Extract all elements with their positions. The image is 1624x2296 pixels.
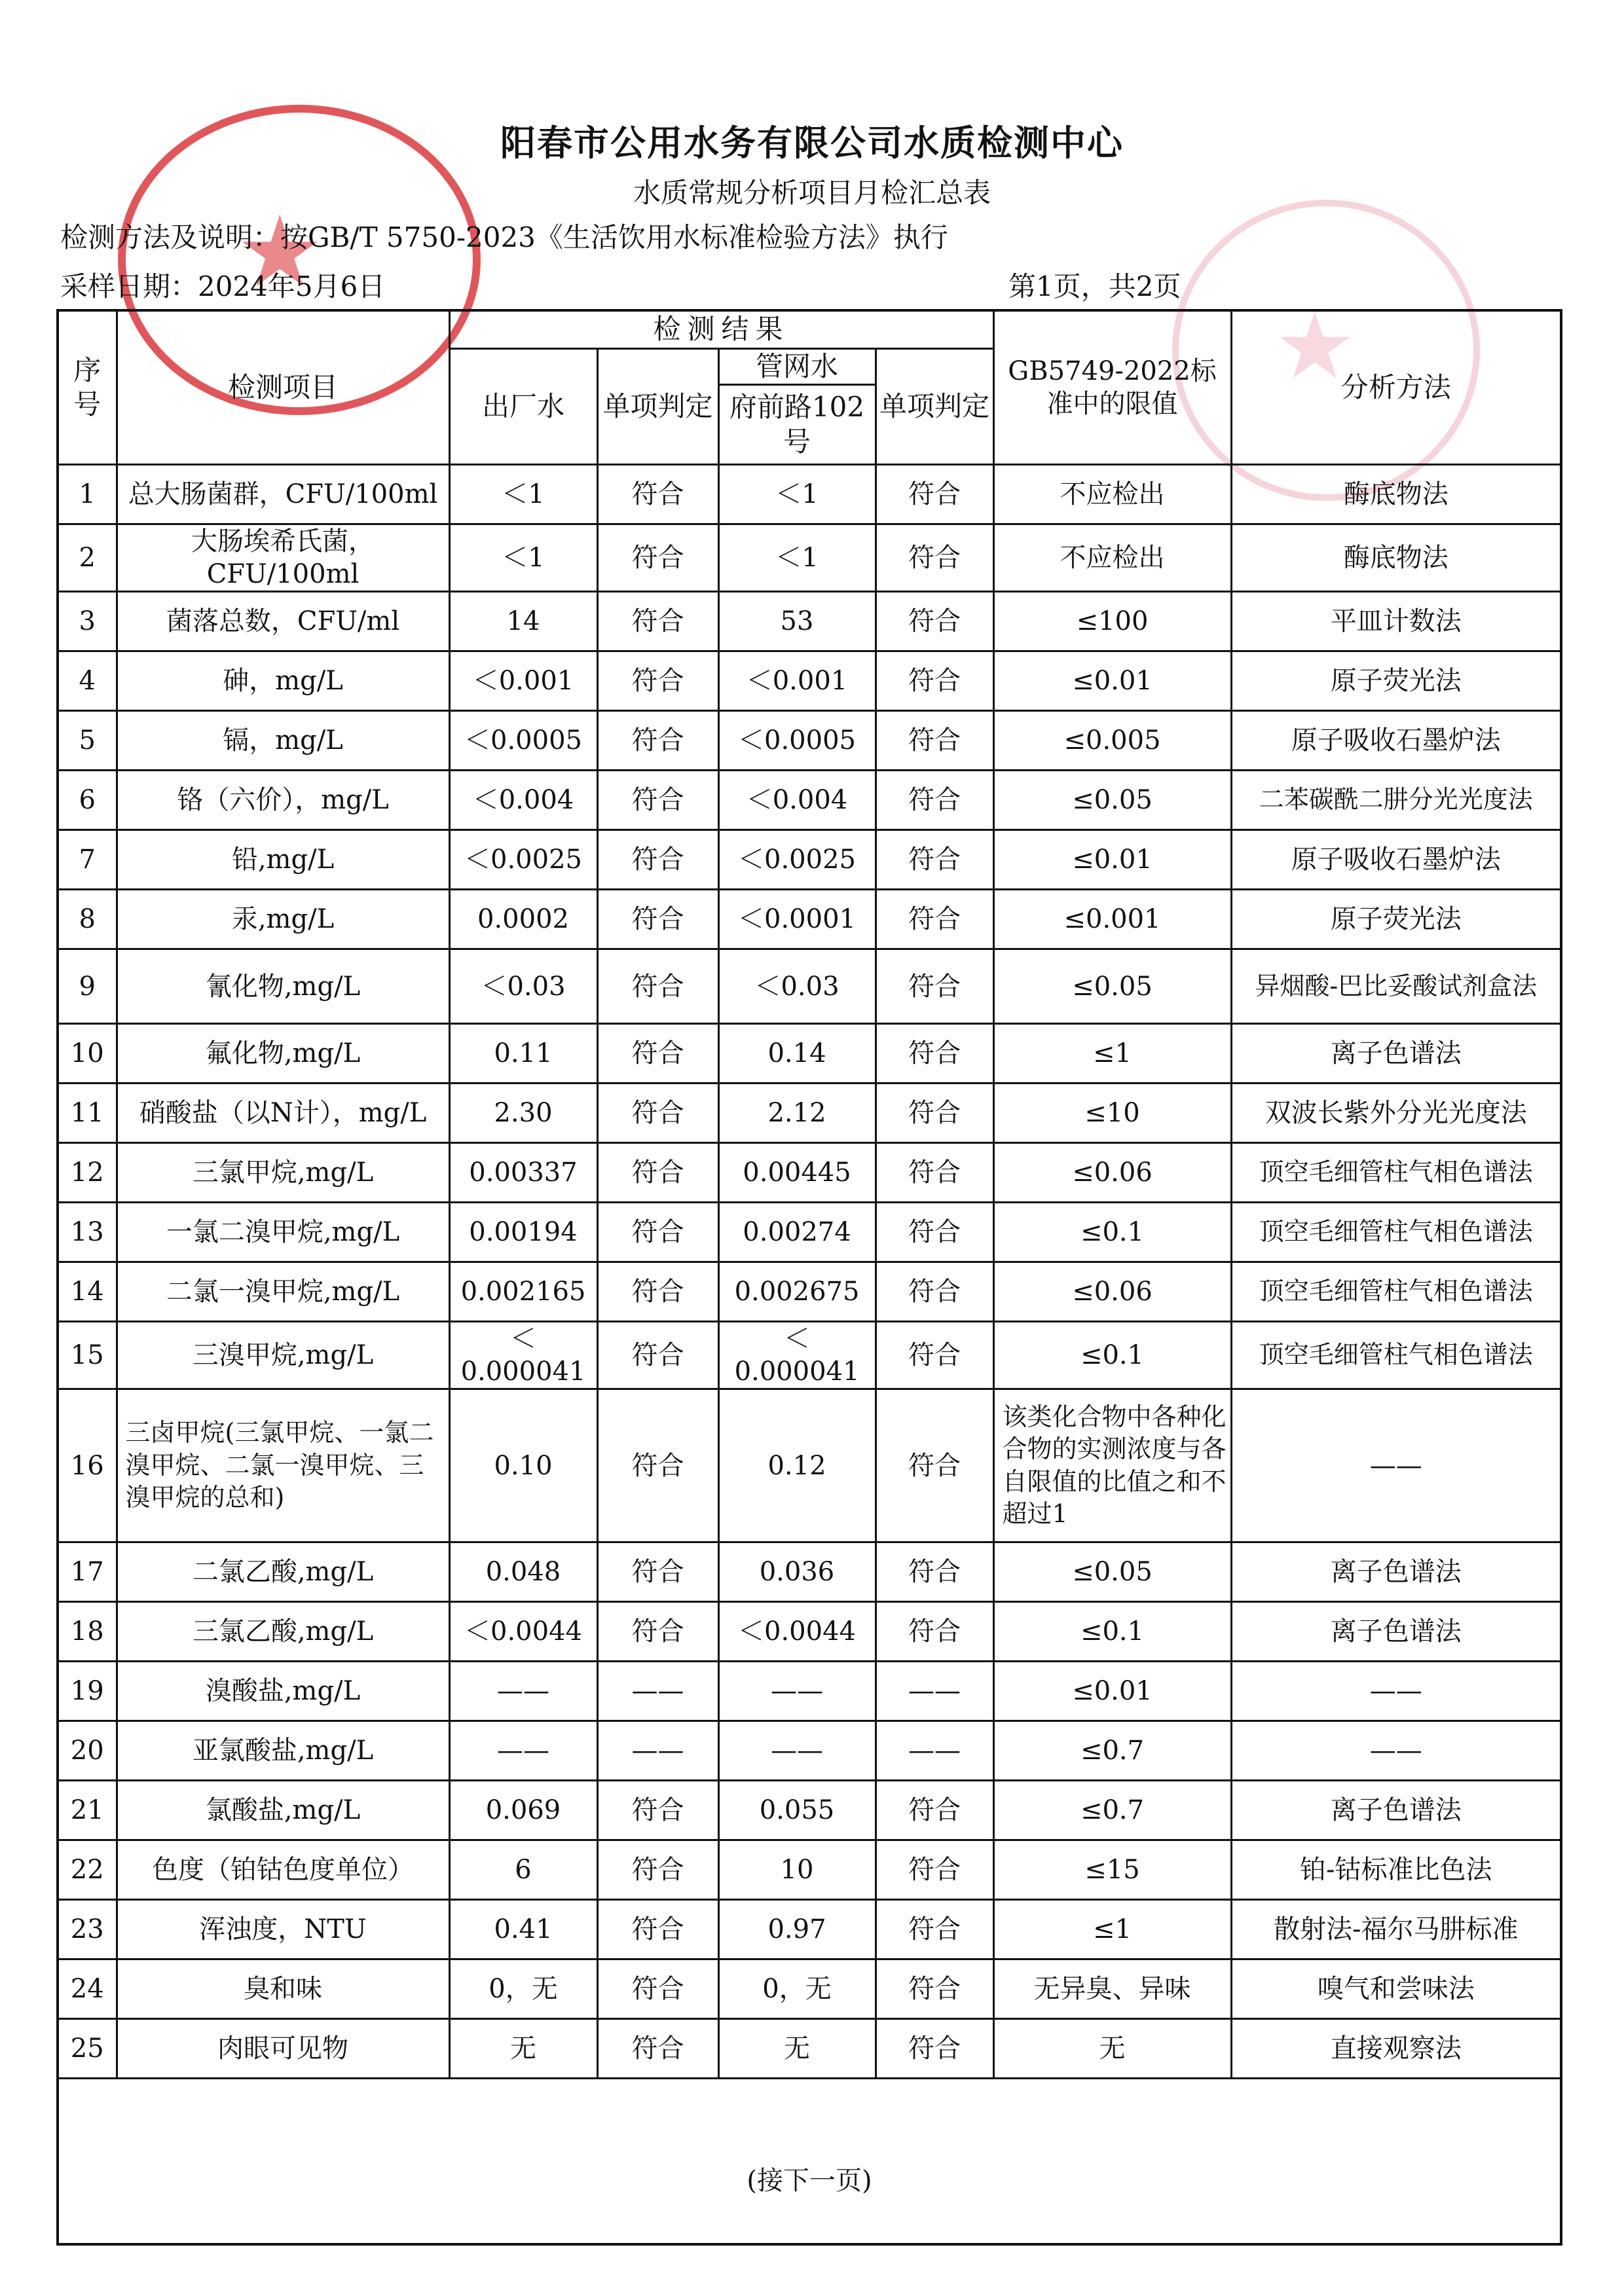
cell-index: 6 xyxy=(58,771,117,830)
cell-method: 原子荧光法 xyxy=(1231,890,1561,949)
cell-item: 汞,mg/L xyxy=(117,890,449,949)
cell-item: 铬（六价），mg/L xyxy=(117,771,449,830)
cell-pipe-judgement: 符合 xyxy=(876,1084,993,1143)
cell-index: 22 xyxy=(58,1840,117,1900)
cell-index: 19 xyxy=(58,1662,117,1721)
cell-limit: ≤0.1 xyxy=(993,1203,1231,1262)
cell-pipe-value: ＜1 xyxy=(718,465,876,524)
cell-plant-value: 0.002165 xyxy=(449,1262,597,1322)
cell-limit: ≤0.01 xyxy=(993,830,1231,890)
cell-index: 20 xyxy=(58,1721,117,1781)
cell-pipe-value: 无 xyxy=(718,2019,876,2079)
table-row xyxy=(58,524,1561,592)
cell-item: 臭和味 xyxy=(117,1959,449,2019)
cell-pipe-judgement: 符合 xyxy=(876,1840,993,1900)
header-judgement-2: 单项判定 xyxy=(876,348,993,465)
seal-star-icon: ★ xyxy=(236,195,324,309)
cell-plant-value: 0.11 xyxy=(449,1024,597,1084)
cell-pipe-value: 0.14 xyxy=(718,1024,876,1084)
continue-note: (接下一页) xyxy=(58,2079,1561,2245)
cell-pipe-judgement: 符合 xyxy=(876,1389,993,1542)
cell-pipe-value: 0.00445 xyxy=(718,1143,876,1203)
cell-pipe-judgement: 符合 xyxy=(876,949,993,1024)
cell-plant-judgement: 符合 xyxy=(597,465,718,524)
cell-pipe-judgement: 符合 xyxy=(876,524,993,592)
cell-method: 嗅气和尝味法 xyxy=(1231,1959,1561,2019)
cell-plant-value: ＜0.001 xyxy=(449,651,597,711)
cell-limit: ≤0.06 xyxy=(993,1262,1231,1322)
cell-index: 1 xyxy=(58,465,117,524)
cell-plant-value: ＜0.0044 xyxy=(449,1602,597,1662)
table-row xyxy=(58,1662,1561,1721)
cell-limit: ≤1 xyxy=(993,1024,1231,1084)
cell-index: 14 xyxy=(58,1262,117,1322)
cell-item: 氟化物,mg/L xyxy=(117,1024,449,1084)
cell-item: 肉眼可见物 xyxy=(117,2019,449,2079)
table-row xyxy=(58,465,1561,524)
cell-plant-value: 0，无 xyxy=(449,1959,597,2019)
page-info: 第1页，共2页 xyxy=(1008,270,1181,302)
cell-index: 9 xyxy=(58,949,117,1024)
cell-index: 4 xyxy=(58,651,117,711)
cell-pipe-value: ＜0.004 xyxy=(718,771,876,830)
cell-pipe-judgement: 符合 xyxy=(876,2019,993,2079)
table-row xyxy=(58,1602,1561,1662)
table-row xyxy=(58,1542,1561,1602)
cell-pipe-value: —— xyxy=(718,1721,876,1781)
cell-method: 离子色谱法 xyxy=(1231,1024,1561,1084)
cell-plant-judgement: —— xyxy=(597,1721,718,1781)
cell-pipe-value: 0.00274 xyxy=(718,1203,876,1262)
header-judgement-1: 单项判定 xyxy=(597,348,718,465)
table-row xyxy=(58,771,1561,830)
cell-limit: ≤0.05 xyxy=(993,1542,1231,1602)
cell-pipe-judgement: 符合 xyxy=(876,1203,993,1262)
faded-seal-star-icon: ★ xyxy=(1274,293,1356,400)
cell-index: 7 xyxy=(58,830,117,890)
cell-method: 平皿计数法 xyxy=(1231,592,1561,651)
cell-pipe-judgement: —— xyxy=(876,1721,993,1781)
cell-item: 色度（铂钴色度单位） xyxy=(117,1840,449,1900)
table-row xyxy=(58,1900,1561,1959)
header-limit: GB5749-2022标准中的限值 xyxy=(993,310,1231,465)
cell-pipe-value: 0，无 xyxy=(718,1959,876,2019)
header-method: 分析方法 xyxy=(1231,310,1561,465)
cell-method: 顶空毛细管柱气相色谱法 xyxy=(1231,1143,1561,1203)
table-row xyxy=(58,1203,1561,1262)
cell-item: 硝酸盐（以N计），mg/L xyxy=(117,1084,449,1143)
cell-limit: ≤0.001 xyxy=(993,890,1231,949)
cell-limit: ≤0.005 xyxy=(993,711,1231,771)
cell-index: 11 xyxy=(58,1084,117,1143)
cell-pipe-judgement: 符合 xyxy=(876,592,993,651)
header-plant-water: 出厂水 xyxy=(449,348,597,465)
cell-index: 5 xyxy=(58,711,117,771)
cell-index: 18 xyxy=(58,1602,117,1662)
cell-pipe-value: ＜0.0025 xyxy=(718,830,876,890)
cell-plant-judgement: 符合 xyxy=(597,830,718,890)
cell-pipe-judgement: 符合 xyxy=(876,1602,993,1662)
cell-plant-value: ＜1 xyxy=(449,524,597,592)
table-row xyxy=(58,1143,1561,1203)
table-row xyxy=(58,1084,1561,1143)
cell-plant-value: 0.41 xyxy=(449,1900,597,1959)
method-note: 检测方法及说明：按GB/T 5750-2023《生活饮用水标准检验方法》执行 xyxy=(60,221,948,253)
cell-item: 三卤甲烷(三氯甲烷、一氯二溴甲烷、二氯一溴甲烷、三溴甲烷的总和) xyxy=(117,1389,449,1542)
table-row xyxy=(58,2019,1561,2079)
cell-limit: ≤0.1 xyxy=(993,1322,1231,1389)
cell-plant-value: ＜0.0005 xyxy=(449,711,597,771)
cell-index: 16 xyxy=(58,1389,117,1542)
cell-method: 酶底物法 xyxy=(1231,465,1561,524)
cell-pipe-value: —— xyxy=(718,1662,876,1721)
cell-plant-value: 无 xyxy=(449,2019,597,2079)
table-row xyxy=(58,830,1561,890)
cell-limit: ≤0.1 xyxy=(993,1602,1231,1662)
cell-limit: ≤10 xyxy=(993,1084,1231,1143)
cell-plant-judgement: 符合 xyxy=(597,711,718,771)
cell-limit: 无异臭、异味 xyxy=(993,1959,1231,2019)
cell-item: 砷，mg/L xyxy=(117,651,449,711)
cell-method: 离子色谱法 xyxy=(1231,1781,1561,1840)
cell-method: —— xyxy=(1231,1721,1561,1781)
table-row xyxy=(58,1721,1561,1781)
cell-plant-judgement: 符合 xyxy=(597,1322,718,1389)
cell-pipe-judgement: —— xyxy=(876,1662,993,1721)
cell-pipe-judgement: 符合 xyxy=(876,711,993,771)
cell-plant-value: ＜0.03 xyxy=(449,949,597,1024)
header-pipe-site: 府前路102号 xyxy=(718,385,876,465)
cell-method: 原子吸收石墨炉法 xyxy=(1231,830,1561,890)
cell-plant-judgement: 符合 xyxy=(597,1602,718,1662)
cell-plant-value: ＜0.000041 xyxy=(449,1322,597,1389)
cell-plant-judgement: 符合 xyxy=(597,592,718,651)
sampling-date: 采样日期：2024年5月6日 xyxy=(60,270,386,302)
cell-plant-judgement: 符合 xyxy=(597,949,718,1024)
cell-pipe-value: ＜0.0001 xyxy=(718,890,876,949)
table-row xyxy=(58,1322,1561,1389)
cell-method: 散射法-福尔马肼标准 xyxy=(1231,1900,1561,1959)
cell-item: 总大肠菌群，CFU/100ml xyxy=(117,465,449,524)
table-row xyxy=(58,1262,1561,1322)
cell-pipe-value: ＜0.0005 xyxy=(718,711,876,771)
cell-plant-judgement: 符合 xyxy=(597,1781,718,1840)
cell-pipe-value: 53 xyxy=(718,592,876,651)
cell-plant-judgement: —— xyxy=(597,1662,718,1721)
cell-plant-value: ＜1 xyxy=(449,465,597,524)
cell-limit: ≤1 xyxy=(993,1900,1231,1959)
cell-method: 顶空毛细管柱气相色谱法 xyxy=(1231,1262,1561,1322)
cell-index: 25 xyxy=(58,2019,117,2079)
header-item: 检测项目 xyxy=(117,310,449,465)
cell-item: 三氯甲烷,mg/L xyxy=(117,1143,449,1203)
cell-limit: 不应检出 xyxy=(993,465,1231,524)
cell-item: 溴酸盐,mg/L xyxy=(117,1662,449,1721)
cell-limit: ≤100 xyxy=(993,592,1231,651)
cell-item: 菌落总数，CFU/ml xyxy=(117,592,449,651)
cell-plant-value: 14 xyxy=(449,592,597,651)
cell-item: 镉，mg/L xyxy=(117,711,449,771)
cell-item: 二氯一溴甲烷,mg/L xyxy=(117,1262,449,1322)
cell-limit: ≤0.7 xyxy=(993,1721,1231,1781)
cell-limit: ≤0.06 xyxy=(993,1143,1231,1203)
cell-index: 24 xyxy=(58,1959,117,2019)
cell-index: 23 xyxy=(58,1900,117,1959)
cell-item: 一氯二溴甲烷,mg/L xyxy=(117,1203,449,1262)
cell-index: 12 xyxy=(58,1143,117,1203)
cell-plant-value: 0.069 xyxy=(449,1781,597,1840)
cell-method: 顶空毛细管柱气相色谱法 xyxy=(1231,1322,1561,1389)
cell-plant-value: 0.0002 xyxy=(449,890,597,949)
cell-pipe-value: 10 xyxy=(718,1840,876,1900)
cell-item: 三氯乙酸,mg/L xyxy=(117,1602,449,1662)
cell-index: 17 xyxy=(58,1542,117,1602)
table-row xyxy=(58,711,1561,771)
cell-plant-value: ＜0.0025 xyxy=(449,830,597,890)
cell-item: 铅,mg/L xyxy=(117,830,449,890)
cell-plant-judgement: 符合 xyxy=(597,1900,718,1959)
table-row xyxy=(58,1781,1561,1840)
table-row xyxy=(58,890,1561,949)
cell-method: 离子色谱法 xyxy=(1231,1542,1561,1602)
cell-plant-judgement: 符合 xyxy=(597,771,718,830)
cell-plant-value: 0.048 xyxy=(449,1542,597,1602)
cell-item: 浑浊度，NTU xyxy=(117,1900,449,1959)
cell-limit: 无 xyxy=(993,2019,1231,2079)
cell-pipe-value: ＜0.000041 xyxy=(718,1322,876,1389)
cell-pipe-value: ＜0.0044 xyxy=(718,1602,876,1662)
cell-method: —— xyxy=(1231,1389,1561,1542)
cell-pipe-judgement: 符合 xyxy=(876,830,993,890)
cell-plant-value: 0.00194 xyxy=(449,1203,597,1262)
cell-index: 21 xyxy=(58,1781,117,1840)
cell-pipe-judgement: 符合 xyxy=(876,651,993,711)
cell-pipe-value: 0.002675 xyxy=(718,1262,876,1322)
cell-plant-judgement: 符合 xyxy=(597,1024,718,1084)
organization-title: 阳春市公用水务有限公司水质检测中心 xyxy=(500,122,1124,164)
report-table xyxy=(56,309,1562,2246)
cell-plant-judgement: 符合 xyxy=(597,651,718,711)
table-row xyxy=(58,592,1561,651)
cell-pipe-judgement: 符合 xyxy=(876,1900,993,1959)
header-index: 序号 xyxy=(58,310,117,465)
cell-plant-judgement: 符合 xyxy=(597,1840,718,1900)
cell-plant-judgement: 符合 xyxy=(597,524,718,592)
cell-index: 3 xyxy=(58,592,117,651)
cell-plant-value: 6 xyxy=(449,1840,597,1900)
cell-limit: ≤15 xyxy=(993,1840,1231,1900)
cell-limit: ≤0.05 xyxy=(993,949,1231,1024)
cell-pipe-judgement: 符合 xyxy=(876,771,993,830)
cell-pipe-value: 0.055 xyxy=(718,1781,876,1840)
cell-plant-value: 0.00337 xyxy=(449,1143,597,1203)
cell-pipe-value: ＜0.03 xyxy=(718,949,876,1024)
cell-method: 双波长紫外分光光度法 xyxy=(1231,1084,1561,1143)
cell-index: 15 xyxy=(58,1322,117,1389)
table-row xyxy=(58,1389,1561,1542)
cell-method: 原子吸收石墨炉法 xyxy=(1231,711,1561,771)
cell-method: 直接观察法 xyxy=(1231,2019,1561,2079)
table-row xyxy=(58,949,1561,1024)
cell-item: 氰化物,mg/L xyxy=(117,949,449,1024)
cell-method: 铂-钴标准比色法 xyxy=(1231,1840,1561,1900)
cell-item: 二氯乙酸,mg/L xyxy=(117,1542,449,1602)
cell-pipe-value: 0.12 xyxy=(718,1389,876,1542)
cell-plant-value: ＜0.004 xyxy=(449,771,597,830)
cell-pipe-judgement: 符合 xyxy=(876,1262,993,1322)
cell-pipe-value: 0.036 xyxy=(718,1542,876,1602)
cell-plant-value: —— xyxy=(449,1721,597,1781)
cell-method: 原子荧光法 xyxy=(1231,651,1561,711)
document-title: 水质常规分析项目月检汇总表 xyxy=(633,177,991,209)
cell-method: 异烟酸-巴比妥酸试剂盒法 xyxy=(1231,949,1561,1024)
cell-limit: 不应检出 xyxy=(993,524,1231,592)
cell-limit: ≤0.05 xyxy=(993,771,1231,830)
cell-plant-value: 0.10 xyxy=(449,1389,597,1542)
cell-plant-judgement: 符合 xyxy=(597,1542,718,1602)
cell-pipe-judgement: 符合 xyxy=(876,1024,993,1084)
cell-limit: ≤0.01 xyxy=(993,651,1231,711)
cell-method: —— xyxy=(1231,1662,1561,1721)
cell-limit: ≤0.7 xyxy=(993,1781,1231,1840)
header-pipe-network: 管网水 xyxy=(718,348,876,385)
cell-pipe-judgement: 符合 xyxy=(876,890,993,949)
cell-limit: ≤0.01 xyxy=(993,1662,1231,1721)
table-row xyxy=(58,651,1561,711)
cell-index: 2 xyxy=(58,524,117,592)
cell-pipe-value: 2.12 xyxy=(718,1084,876,1143)
table-row xyxy=(58,1024,1561,1084)
cell-item: 亚氯酸盐,mg/L xyxy=(117,1721,449,1781)
cell-pipe-judgement: 符合 xyxy=(876,465,993,524)
cell-index: 13 xyxy=(58,1203,117,1262)
cell-plant-value: 2.30 xyxy=(449,1084,597,1143)
cell-pipe-value: 0.97 xyxy=(718,1900,876,1959)
cell-pipe-judgement: 符合 xyxy=(876,1143,993,1203)
cell-pipe-judgement: 符合 xyxy=(876,1781,993,1840)
cell-item: 三溴甲烷,mg/L xyxy=(117,1322,449,1389)
cell-item: 大肠埃希氏菌，CFU/100ml xyxy=(117,524,449,592)
cell-method: 二苯碳酰二肼分光光度法 xyxy=(1231,771,1561,830)
table-row xyxy=(58,1840,1561,1900)
cell-pipe-value: ＜0.001 xyxy=(718,651,876,711)
cell-item: 氯酸盐,mg/L xyxy=(117,1781,449,1840)
table-row xyxy=(58,1959,1561,2019)
cell-limit: 该类化合物中各种化合物的实测浓度与各自限值的比值之和不超过1 xyxy=(993,1389,1231,1542)
cell-pipe-value: ＜1 xyxy=(718,524,876,592)
cell-plant-judgement: 符合 xyxy=(597,2019,718,2079)
cell-pipe-judgement: 符合 xyxy=(876,1322,993,1389)
cell-plant-judgement: 符合 xyxy=(597,1389,718,1542)
cell-pipe-judgement: 符合 xyxy=(876,1959,993,2019)
cell-index: 10 xyxy=(58,1024,117,1084)
cell-method: 酶底物法 xyxy=(1231,524,1561,592)
cell-method: 离子色谱法 xyxy=(1231,1602,1561,1662)
cell-plant-judgement: 符合 xyxy=(597,890,718,949)
cell-plant-value: —— xyxy=(449,1662,597,1721)
cell-index: 8 xyxy=(58,890,117,949)
cell-plant-judgement: 符合 xyxy=(597,1262,718,1322)
cell-plant-judgement: 符合 xyxy=(597,1143,718,1203)
cell-pipe-judgement: 符合 xyxy=(876,1542,993,1602)
cell-method: 顶空毛细管柱气相色谱法 xyxy=(1231,1203,1561,1262)
cell-plant-judgement: 符合 xyxy=(597,1959,718,2019)
cell-plant-judgement: 符合 xyxy=(597,1084,718,1143)
header-results: 检测结果 xyxy=(449,310,993,348)
cell-plant-judgement: 符合 xyxy=(597,1203,718,1262)
